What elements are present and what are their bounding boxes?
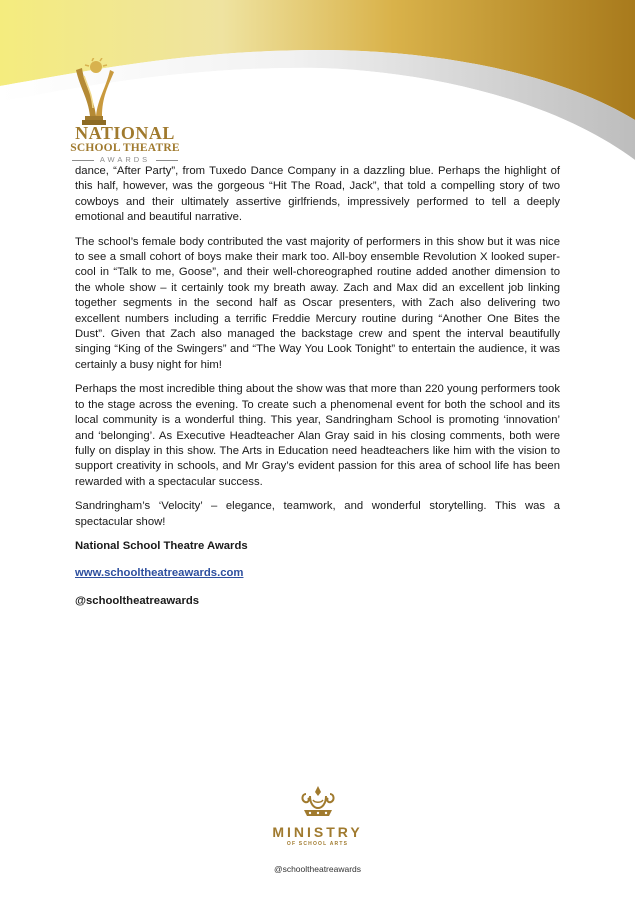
crown-emblem-icon — [298, 784, 338, 818]
national-school-theatre-awards-logo — [70, 58, 180, 170]
website-link[interactable]: www.schooltheatreawards.com — [75, 567, 244, 580]
article-paragraph: Sandringham’s ‘Velocity’ – elegance, teamwork, and wonderful storytelling. This was a spectacular show! — [75, 500, 560, 528]
logo-awards-text: AWARDS — [99, 155, 151, 164]
social-handle: @schooltheatreawards — [75, 594, 200, 607]
logo-subtitle: SCHOOL THEATRE — [70, 142, 180, 154]
article-body — [75, 164, 560, 621]
page-header — [0, 0, 635, 175]
article-paragraph: The school’s female body contributed the vast majority of performers in this show but it was nice to see a small cohort of boys make their mark too. All-boy ensemble Revolution X looked super-cool in “Talk to me, Goose”, and their well-choreographed routine added another dimension to the whole show – it certainly took my breath away. Zach and Max did an excellent job linking together segments in the second half as Oscar presenters, with Zach also delivering two excellent numbers including a terrific Freddie Mercury routine during “Another One Bites the Dust”. Given that Zach also managed the backstage crew and spent the interval beautifully singing “King of the Swingers” and “The Way You Look Tonight” to entertain the audience, it was certainly a busy night for him! — [75, 235, 560, 371]
article-paragraph: dance, “After Party”, from Tuxedo Dance Company in a dazzling blue. Perhaps the highlight of this half, however, was the gorgeous “Hit The Road, Jack”, that told a compelling story of two cowboys and their ultimately assertive girlfriends, impressively performed to tell a deeply emotional and beautiful narrative. — [75, 165, 560, 224]
footer-social-handle: @schooltheatreawards — [273, 864, 362, 874]
signoff-organisation: National School Theatre Awards — [75, 539, 248, 552]
ministry-wordmark: MINISTRY — [272, 824, 363, 840]
trophy-icon — [70, 58, 116, 126]
ministry-of-school-arts-logo — [250, 784, 385, 894]
logo-title: NATIONAL — [75, 123, 175, 143]
ministry-subtitle: OF SCHOOL ARTS — [286, 841, 349, 847]
logo-divider-right — [156, 160, 178, 161]
article-paragraph: Perhaps the most incredible thing about the show was that more than 220 young performers took to the stage across the evening. To create such a phenomenal event for both the school and its local community is a wonderful thing. This year, Sandringham School is promoting ‘innovation’ and ‘belonging’. As Executive Headteacher Alan Gray said in his closing comments, both were fully on display in this show. The Arts in Education need headteachers like him with the vision to support creativity in schools, and Mr Gray’s evident passion for this area of school life has been rewarded with a spectacular success. — [75, 383, 560, 488]
